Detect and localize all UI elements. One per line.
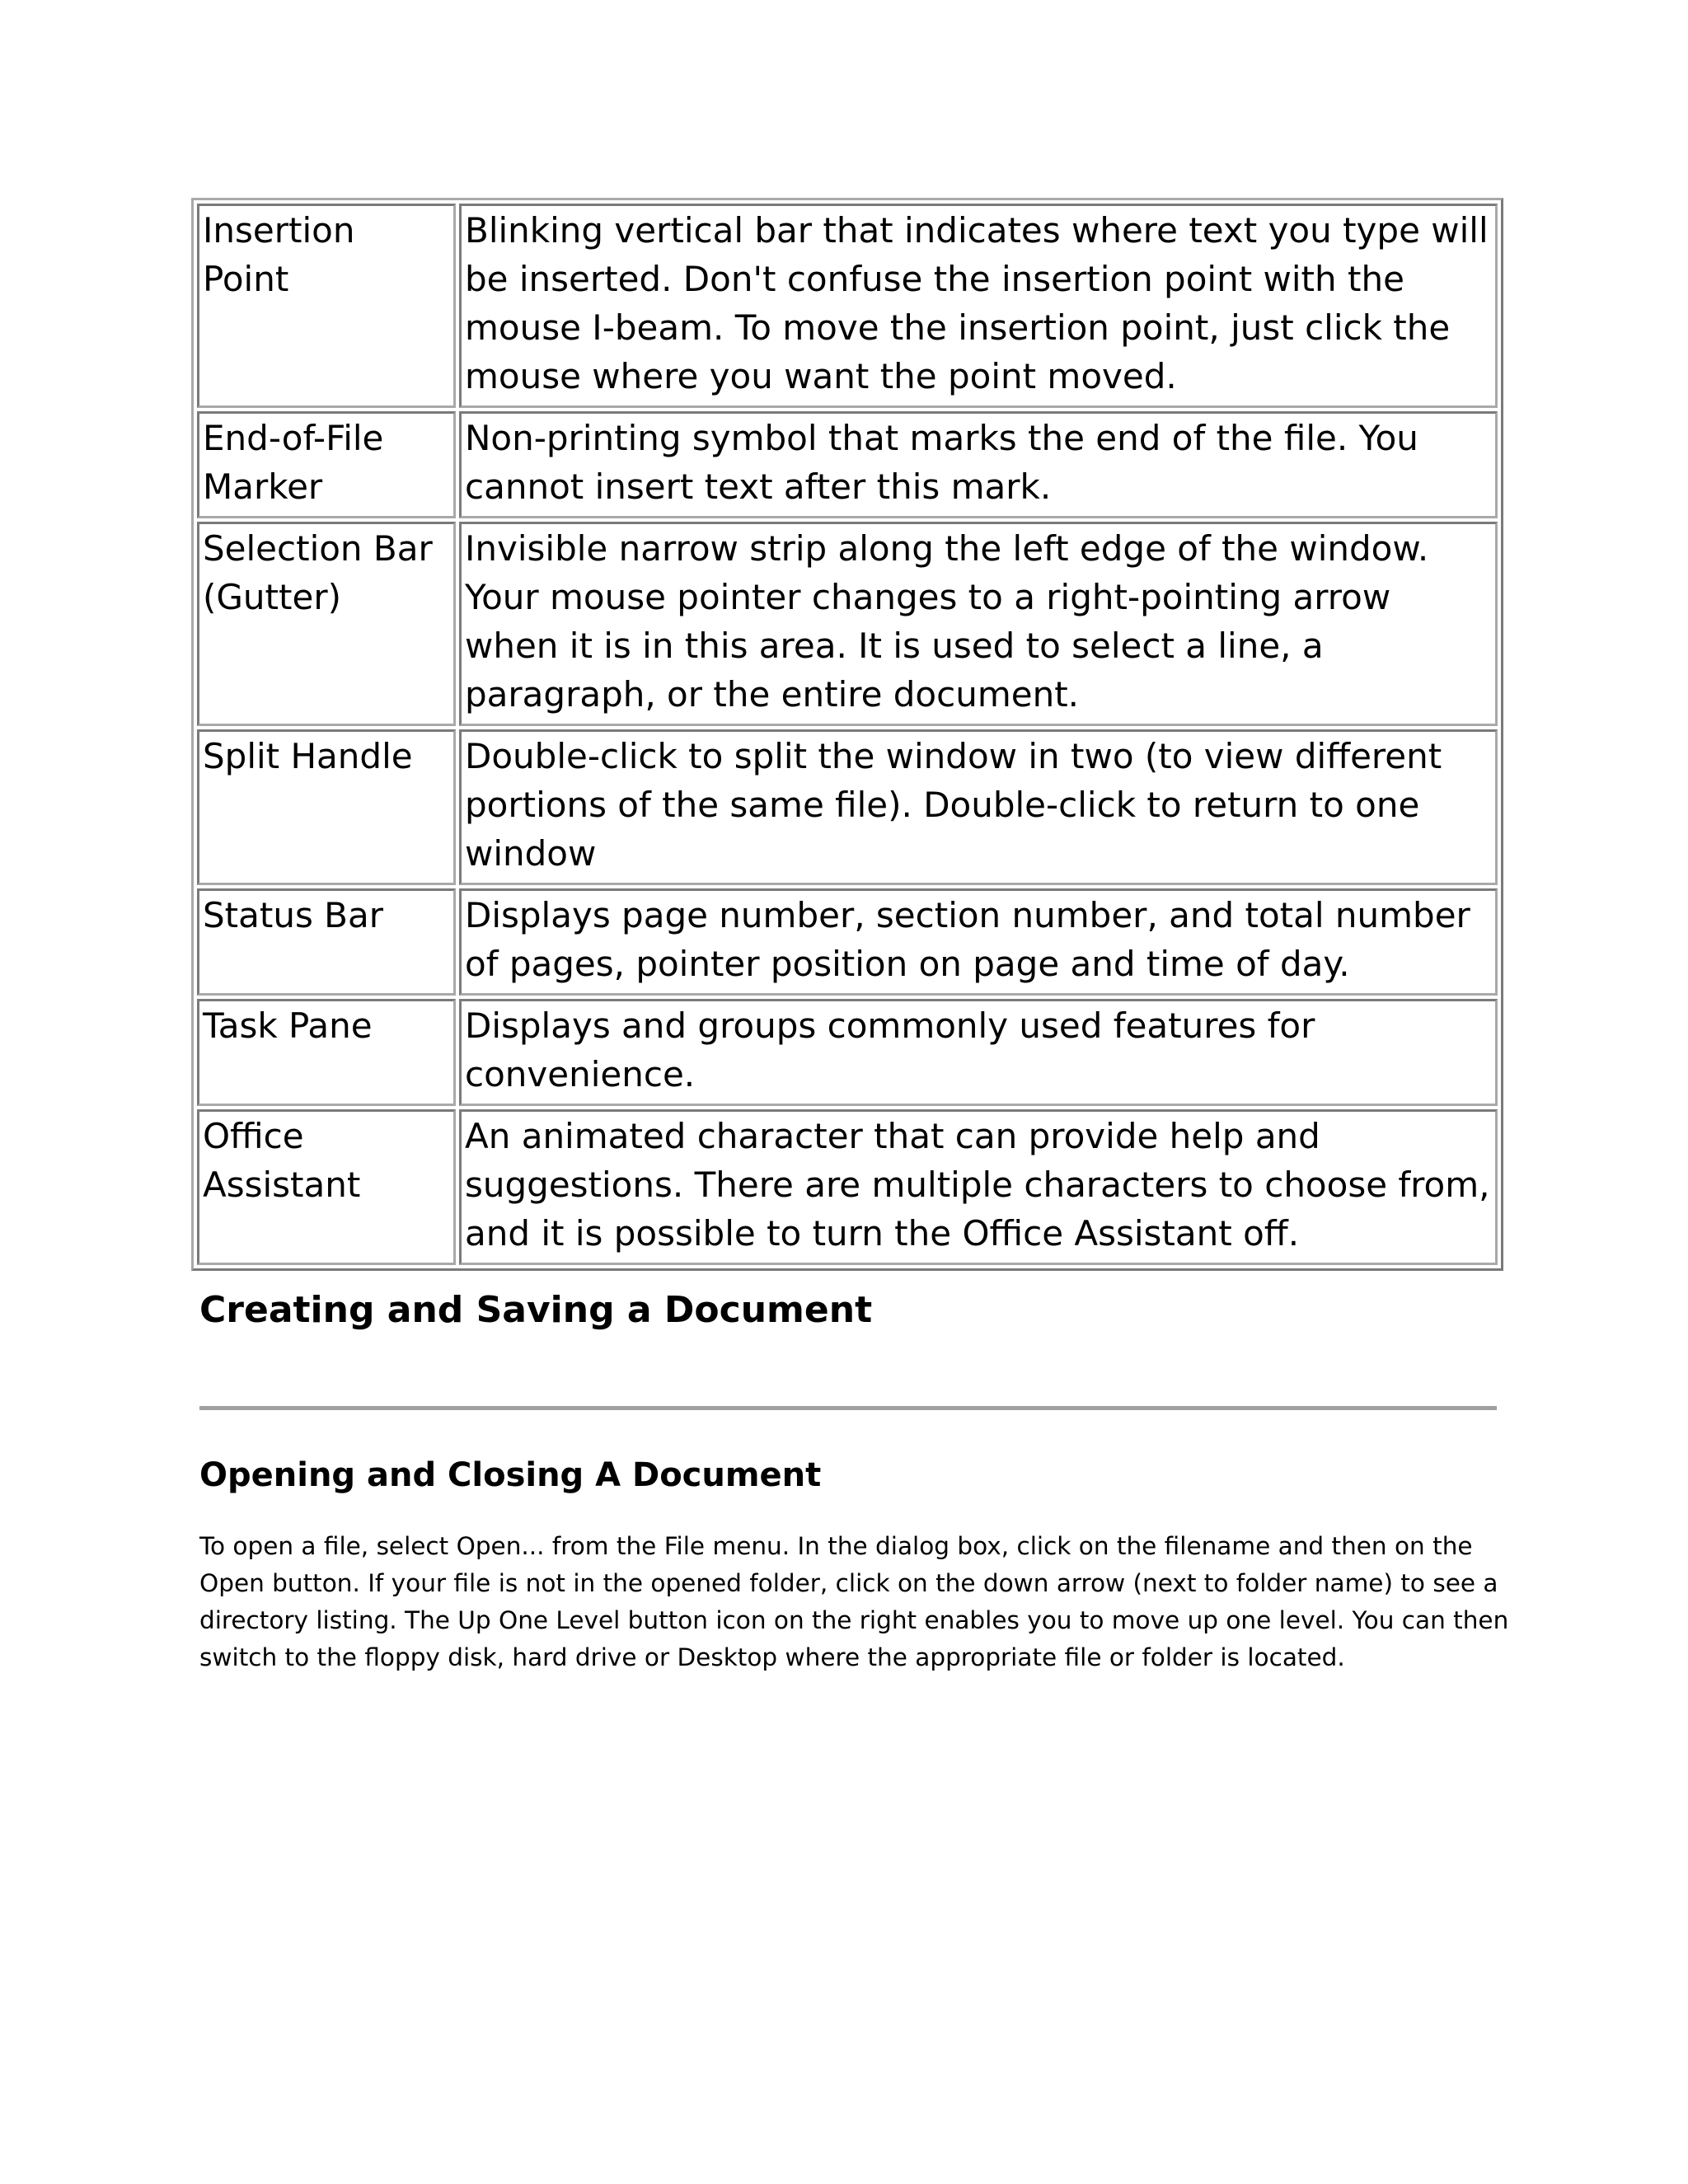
table-row <box>197 1109 1498 1265</box>
section-heading: Creating and Saving a Document <box>199 1289 873 1331</box>
term-cell: Task Pane <box>197 999 456 1106</box>
description-cell: Double-click to split the window in two (to view different portions of the same file). Double-click to return to one window <box>459 729 1498 885</box>
table-row <box>197 729 1498 885</box>
body-paragraph: To open a file, select Open... from the File menu. In the dialog box, click on the filename and then on the Open button. If your file is not in the opened folder, click on the down arrow (next to folder name) to see a directory listing. The Up One Level button icon on the right enables you to move up one level. You can then switch to the floppy disk, hard drive or Desktop where the appropriate file or folder is located. <box>199 1532 1509 1671</box>
table-row <box>197 411 1498 518</box>
table-row <box>197 204 1498 408</box>
term-cell: Insertion Point <box>197 204 456 408</box>
subsection-heading: Opening and Closing A Document <box>199 1456 822 1494</box>
description-cell: Displays and groups commonly used features for convenience. <box>459 999 1498 1106</box>
table-row <box>197 999 1498 1106</box>
term-cell: Split Handle <box>197 729 456 885</box>
term-cell: End-of-File Marker <box>197 411 456 518</box>
table-row <box>197 888 1498 996</box>
description-cell: An animated character that can provide help and suggestions. There are multiple characters to choose from, and it is possible to turn the Office Assistant off. <box>459 1109 1498 1265</box>
description-cell: Blinking vertical bar that indicates where text you type will be inserted. Don't confuse the insertion point with the mouse I-beam. To move the insertion point, just click the mouse where you want the point moved. <box>459 204 1498 408</box>
terms-table <box>191 198 1503 1271</box>
description-cell: Invisible narrow strip along the left edge of the window. Your mouse pointer changes to a right-pointing arrow when it is in this area. It is used to select a line, a paragraph, or the entire document. <box>459 522 1498 726</box>
horizontal-rule <box>199 1406 1497 1410</box>
term-cell: Status Bar <box>197 888 456 996</box>
description-cell: Displays page number, section number, and total number of pages, pointer position on page and time of day. <box>459 888 1498 996</box>
term-cell: Office Assistant <box>197 1109 456 1265</box>
table-row <box>197 522 1498 726</box>
term-cell: Selection Bar (Gutter) <box>197 522 456 726</box>
description-cell: Non-printing symbol that marks the end of the file. You cannot insert text after this mark. <box>459 411 1498 518</box>
